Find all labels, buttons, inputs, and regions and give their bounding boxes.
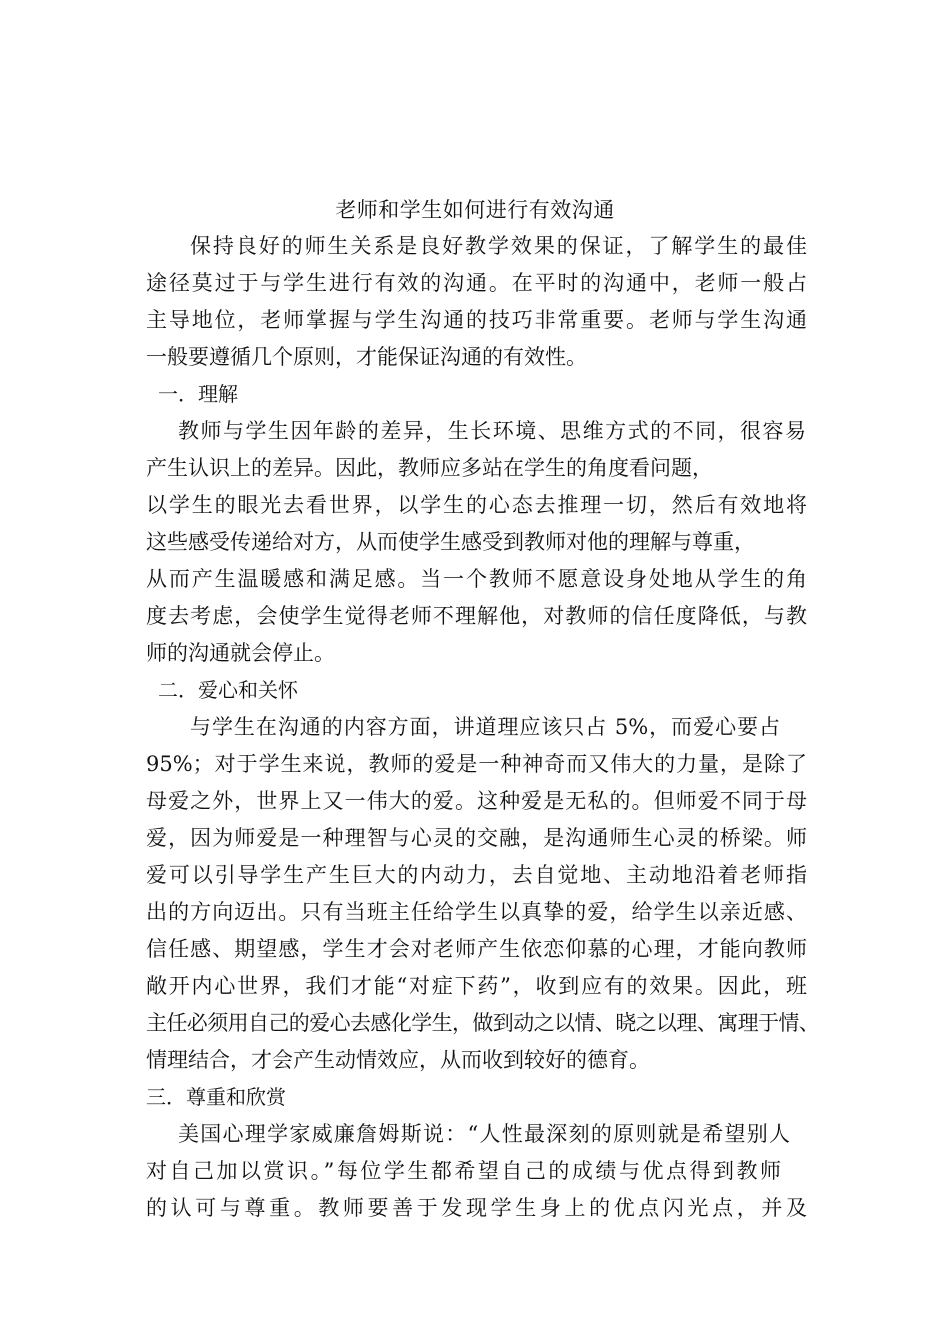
section2-line-8: 敞开内心世界，我们才能“对症下药”，收到应有的效果。因此，班 [146,974,807,998]
section3-line-2: 对自己加以赏识。”每位学生都希望自己的成绩与优点得到教师 [146,1159,781,1183]
section2-line-3: 母爱之外，世界上又一伟大的爱。这种爱是无私的。但师爱不同于母 [146,789,807,813]
section2-line-6: 出的方向迈出。只有当班主任给学生以真挚的爱，给学生以亲近感、 [146,900,807,924]
section1-line-3: 以学生的眼光去看世界，以学生的心态去推理一切，然后有效地将 [146,493,807,517]
intro-line-3: 主导地位，老师掌握与学生沟通的技巧非常重要。老师与学生沟通 [146,308,807,332]
section1-line-6: 度去考虑，会使学生觉得老师不理解他，对教师的信任度降低，与教 [146,604,807,628]
section1-line-2: 产生认识上的差异。因此，教师应多站在学生的角度看问题， [146,456,713,480]
section1-line-7: 师的沟通就会停止。 [146,641,335,665]
section2-line-4: 爱，因为师爱是一种理智与心灵的交融，是沟通师生心灵的桥梁。师 [146,826,807,850]
section1-line-1: 教师与学生因年龄的差异，生长环境、思维方式的不同，很容易 [178,419,806,443]
intro-line-2: 途径莫过于与学生进行有效的沟通。在平时的沟通中，老师一般占 [146,271,807,295]
section2-line-10: 情理结合，才会产生动情效应，从而收到较好的德育。 [146,1048,650,1072]
intro-line-1: 保持良好的师生关系是良好教学效果的保证，了解学生的最佳 [190,234,807,258]
section-heading-understanding: 一．理解 [158,382,238,406]
section2-line-9: 主任必须用自己的爱心去感化学生，做到动之以情、晓之以理、寓理于情、 [146,1011,820,1035]
section2-line-2: 95%；对于学生来说，教师的爱是一种神奇而又伟大的力量，是除了 [146,752,807,776]
section1-line-4: 这些感受传递给对方，从而使学生感受到教师对他的理解与尊重， [146,530,755,554]
section3-line-1: 美国心理学家威廉詹姆斯说：“人性最深刻的原则就是希望别人 [178,1122,790,1146]
section3-line-3: 的认可与尊重。教师要善于发现学生身上的优点闪光点，并及 [146,1196,807,1220]
document-title: 老师和学生如何进行有效沟通 [335,198,615,222]
section-heading-love-care: 二．爱心和关怀 [158,678,298,702]
section2-line-7: 信任感、期望感，学生才会对老师产生依恋仰慕的心理，才能向教师 [146,937,807,961]
section2-line-1: 与学生在沟通的内容方面，讲道理应该只占 5%，而爱心要占 [190,715,780,739]
intro-line-4: 一般要遵循几个原则，才能保证沟通的有效性。 [146,345,587,369]
section-heading-respect-appreciation: 三．尊重和欣赏 [146,1085,286,1109]
section1-line-5: 从而产生温暖感和满足感。当一个教师不愿意设身处地从学生的角 [146,567,807,591]
section2-line-5: 爱可以引导学生产生巨大的内动力，去自觉地、主动地沿着老师指 [146,863,807,887]
